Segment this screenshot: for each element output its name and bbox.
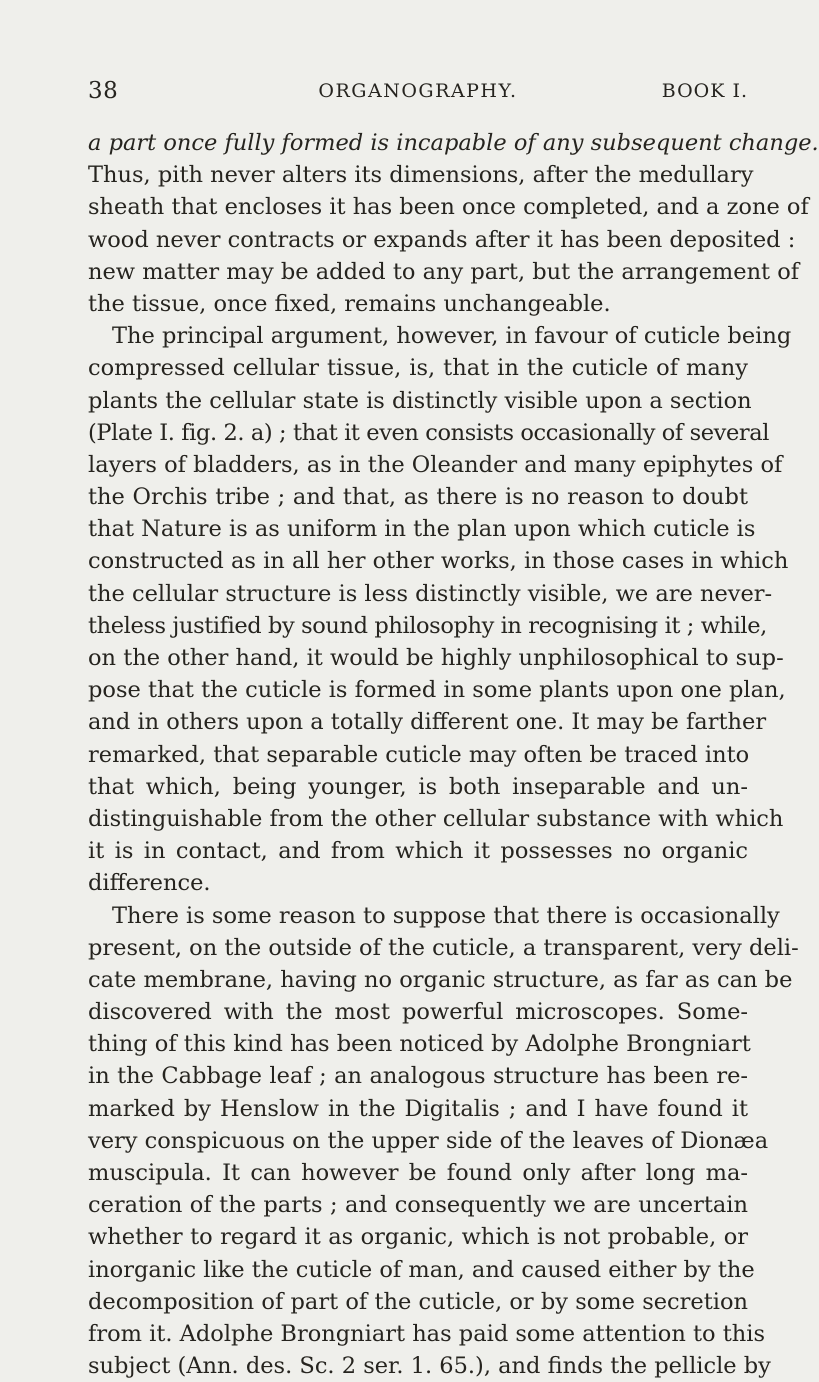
text-line: layers of bladders, as in the Oleander and many epiphytes of (88, 451, 783, 478)
text-line: thing of this kind has been noticed by Adolphe Brongniart (88, 1031, 751, 1058)
text-line: Thus, pith never alters its dimensions, after the medullary (88, 162, 754, 189)
text-line: compressed cellular tissue, is, that in the cuticle of many (88, 355, 748, 382)
text-line: decomposition of part of the cuticle, or by some secretion (88, 1288, 748, 1315)
text-line: sheath that encloses it has been once completed, and a zone of (88, 194, 809, 221)
text-line: the Orchis tribe ; and that, as there is no reason to doubt (88, 484, 748, 511)
text-line: from it. Adolphe Brongniart has paid some attention to this (88, 1320, 766, 1347)
text-line: The principal argument, however, in favour of cuticle being (112, 323, 792, 350)
text-line: cate membrane, having no organic structure, as far as can be (88, 966, 793, 993)
text-line: remarked, that separable cuticle may often be traced into (88, 741, 750, 768)
text-line: plants the cellular state is distinctly visible upon a section (88, 387, 752, 414)
text-line: difference. (88, 870, 211, 897)
text-line: muscipula. It can however be found only after long ma- (88, 1160, 748, 1186)
text-line: distinguishable from the other cellular substance with which (88, 805, 784, 832)
text-line: in the Cabbage leaf ; an analogous structure has been re- (88, 1063, 748, 1090)
text-line: (Plate I. fig. 2. a) ; that it even consists occasionally of several (88, 419, 770, 446)
text-line: the cellular structure is less distinctly visible, we are never- (88, 580, 773, 607)
book-label: BOOK I. (661, 80, 748, 102)
text-line: very conspicuous on the upper side of the leaves of Dionæa (88, 1127, 769, 1154)
text-line: new matter may be added to any part, but the arrangement of (88, 258, 800, 285)
text-line: discovered with the most powerful microscopes. Some- (88, 999, 748, 1026)
text-line: ceration of the parts ; and consequently we are uncertain (88, 1192, 748, 1219)
text-line: and in others upon a totally different one. It may be farther (88, 709, 767, 736)
text-line: a part once fully formed is incapable of any subsequent change. (88, 130, 819, 156)
text-line: There is some reason to suppose that there is occasionally (112, 902, 780, 929)
text-line: theless justified by sound philosophy in recognising it ; while, (88, 612, 767, 639)
text-line: pose that the cuticle is formed in some plants upon one plan, (88, 677, 786, 704)
running-head: ORGANOGRAPHY. (318, 80, 518, 102)
text-line: present, on the outside of the cuticle, a transparent, very deli- (88, 934, 799, 961)
text-line: that Nature is as uniform in the plan upon which cuticle is (88, 516, 756, 543)
text-line: inorganic like the cuticle of man, and caused either by the (88, 1256, 755, 1283)
text-line: subject (Ann. des. Sc. 2 ser. 1. 65.), and finds the pellicle by (88, 1353, 771, 1380)
text-line: it is in contact, and from which it possesses no organic (88, 838, 748, 865)
body-text (88, 127, 819, 1382)
page-number: 38 (88, 78, 119, 104)
text-line: wood never contracts or expands after it has been deposited : (88, 226, 796, 253)
text-line: the tissue, once fixed, remains unchangeable. (88, 290, 611, 317)
page-header (88, 78, 748, 112)
text-line: marked by Henslow in the Digitalis ; and I have found it (88, 1095, 748, 1122)
text-line: that which, being younger, is both inseparable and un- (88, 773, 748, 800)
text-line: whether to regard it as organic, which is not probable, or (88, 1224, 748, 1251)
text-line: constructed as in all her other works, in those cases in which (88, 548, 789, 575)
text-line: on the other hand, it would be highly unphilosophical to sup- (88, 645, 784, 671)
